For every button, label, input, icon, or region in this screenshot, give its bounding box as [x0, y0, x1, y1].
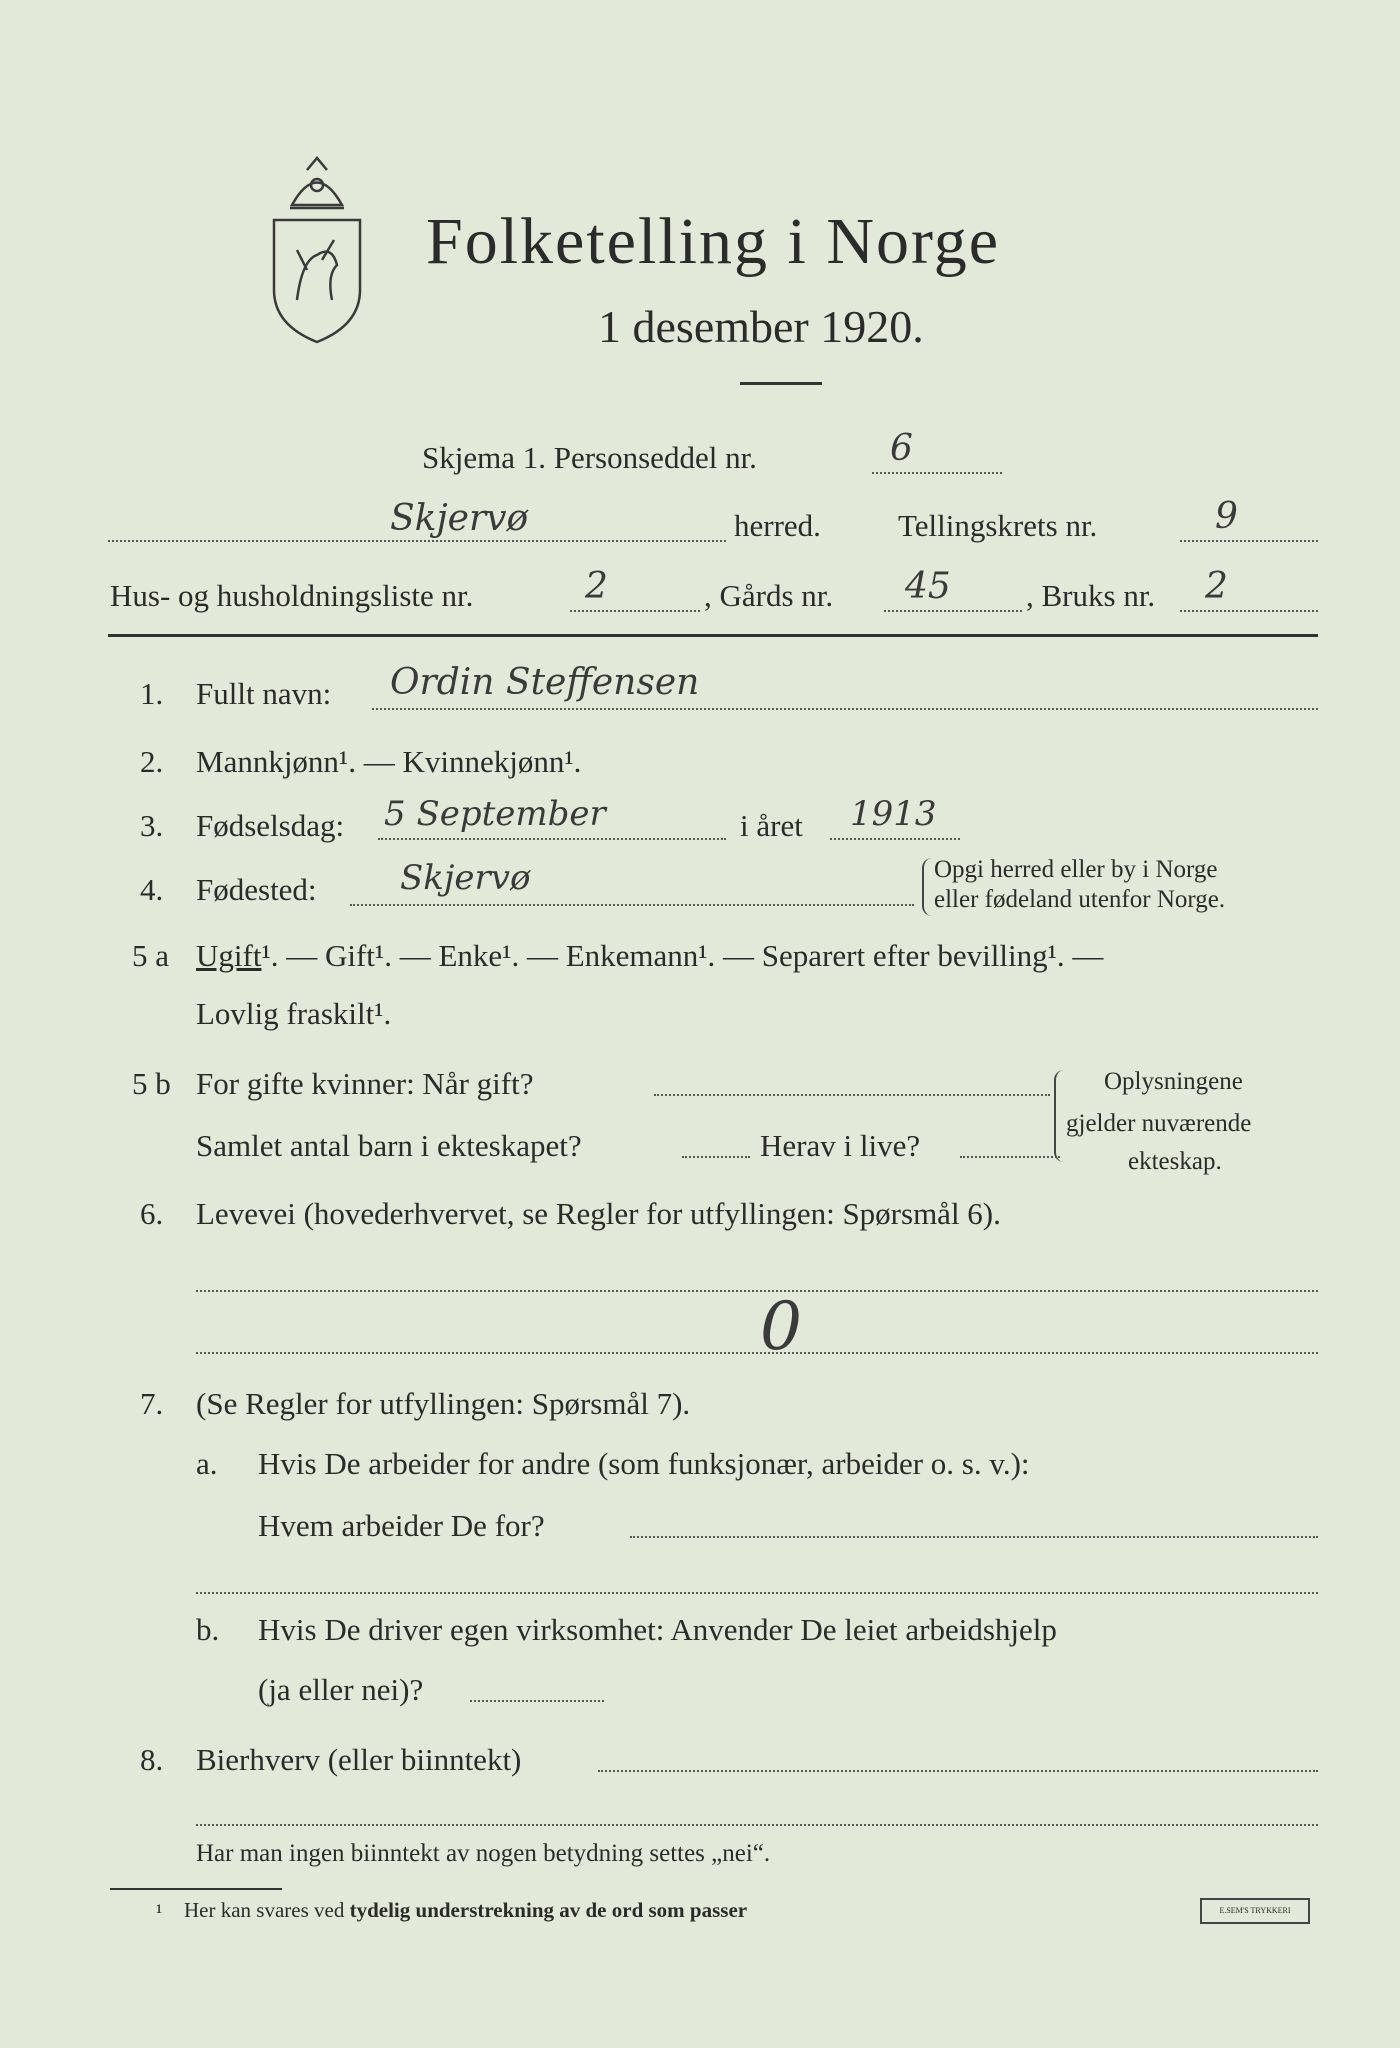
q6-label: Levevei (hovederhvervet, se Regler for utfyllingen: Spørsmål 6). [196, 1196, 1001, 1231]
personseddel-field-line [872, 472, 1002, 474]
q3-year-field-line [830, 838, 960, 840]
form-title: Folketelling i Norge [426, 205, 1001, 278]
q5b-note-line1: Oplysningene [1104, 1068, 1243, 1095]
q4-number: 4. [140, 872, 164, 907]
q7-number: 7. [140, 1386, 164, 1421]
herred-label: herred. [734, 508, 821, 543]
gards-number: 45 [905, 566, 951, 607]
q5a-ugift-underlined: Ugift [196, 938, 262, 973]
footnote-text-bold: tydelig understrekning av de ord som passer [349, 1898, 748, 1922]
tellingskrets-field-line [1180, 540, 1318, 542]
hus-field-line [570, 610, 700, 612]
q8-field-line2 [196, 1824, 1318, 1826]
q3-number: 3. [140, 808, 164, 843]
biinntekt-note: Har man ingen biinntekt av nogen betydning settes „nei“. [196, 1840, 771, 1867]
bruks-field-line [1180, 610, 1318, 612]
hus-number: 2 [585, 566, 608, 607]
q7a-label: Hvis De arbeider for andre (som funksjonær, arbeider o. s. v.): [258, 1446, 1030, 1481]
q7a-line2: Hvem arbeider De for? [258, 1508, 545, 1543]
q5b-note-line2: gjelder nuværende [1066, 1110, 1252, 1137]
q5a-other-options: ¹. — Gift¹. — Enke¹. — Enkemann¹. — Separert efter bevilling¹. — [261, 938, 1104, 973]
q4-note-line1: Opgi herred eller by i Norge [934, 856, 1218, 883]
title-divider [740, 382, 822, 385]
printer-stamp: E.SEM'S TRYKKERI [1200, 1898, 1310, 1924]
q7b-letter: b. [196, 1612, 220, 1647]
q7-label: (Se Regler for utfyllingen: Spørsmål 7). [196, 1386, 691, 1421]
bruks-label: , Bruks nr. [1026, 578, 1156, 613]
herred-value: Skjervø [390, 498, 529, 539]
herred-field-line [108, 540, 726, 542]
q5b-number: 5 b [132, 1066, 171, 1101]
q5b-alive-field-line [960, 1156, 1060, 1158]
q5b-label: For gifte kvinner: Når gift? [196, 1066, 534, 1101]
q4-field-line [350, 904, 914, 906]
footnote-text [184, 1898, 747, 1923]
q8-field-line1 [598, 1770, 1318, 1772]
q3-year-value: 1913 [850, 794, 937, 834]
q8-number: 8. [140, 1742, 164, 1777]
q5b-children-field-line [682, 1156, 750, 1158]
q7b-line2: (ja eller nei)? [258, 1672, 424, 1707]
header-rule [108, 634, 1318, 637]
q5a-number: 5 a [132, 938, 170, 973]
q1-field-line [372, 708, 1318, 710]
q5b-note-line3: ekteskap. [1128, 1148, 1222, 1175]
q3-label: Fødselsdag: [196, 808, 345, 843]
q6-value: 0 [760, 1288, 802, 1365]
q4-note-line2: eller fødeland utenfor Norge. [934, 886, 1226, 913]
q5b-alive-label: Herav i live? [760, 1128, 921, 1163]
census-date: 1 desember 1920. [598, 301, 924, 352]
hus-label: Hus- og husholdningsliste nr. [110, 578, 474, 613]
q7b-field-line [470, 1700, 604, 1702]
q5a-options [196, 938, 1103, 974]
coat-of-arms-icon [262, 150, 372, 345]
gards-field-line [884, 610, 1022, 612]
q6-field-line1 [196, 1290, 1318, 1292]
footnote-text-plain: Her kan svares ved [184, 1898, 350, 1922]
q2-number: 2. [140, 744, 164, 779]
q4-label: Fødested: [196, 872, 317, 907]
q5b-children-label: Samlet antal barn i ekteskapet? [196, 1128, 582, 1163]
bruks-number: 2 [1205, 566, 1228, 607]
q5b-field-line [654, 1094, 1050, 1096]
q4-birthplace-value: Skjervø [400, 858, 531, 898]
q6-field-line2 [196, 1352, 1318, 1354]
q6-number: 6. [140, 1196, 164, 1231]
gards-label: , Gårds nr. [704, 578, 834, 613]
q7a-field-line2 [196, 1592, 1318, 1594]
q3-field-line [378, 838, 726, 840]
q4-brace [922, 858, 932, 916]
q1-label: Fullt navn: [196, 676, 332, 711]
personseddel-number: 6 [890, 428, 913, 469]
q8-label: Bierhverv (eller biinntekt) [196, 1742, 522, 1777]
q7b-label: Hvis De driver egen virksomhet: Anvender De leiet arbeidshjelp [258, 1612, 1057, 1647]
q2-label: Mannkjønn¹. — Kvinnekjønn¹. [196, 744, 582, 779]
q1-name-value: Ordin Steffensen [390, 662, 700, 703]
q3-birthday-value: 5 September [384, 794, 606, 834]
q5a-line2: Lovlig fraskilt¹. [196, 996, 392, 1031]
tellingskrets-label: Tellingskrets nr. [898, 508, 1098, 543]
footnote-mark: ¹ [156, 1900, 163, 1924]
q1-number: 1. [140, 676, 164, 711]
q3-year-label: i året [740, 808, 803, 843]
q5b-brace [1054, 1070, 1064, 1162]
q7a-field-line1 [630, 1536, 1318, 1538]
skjema-label: Skjema 1. Personseddel nr. [422, 440, 757, 475]
footnote-divider [110, 1888, 282, 1890]
q7a-letter: a. [196, 1446, 218, 1481]
tellingskrets-number: 9 [1215, 496, 1238, 537]
